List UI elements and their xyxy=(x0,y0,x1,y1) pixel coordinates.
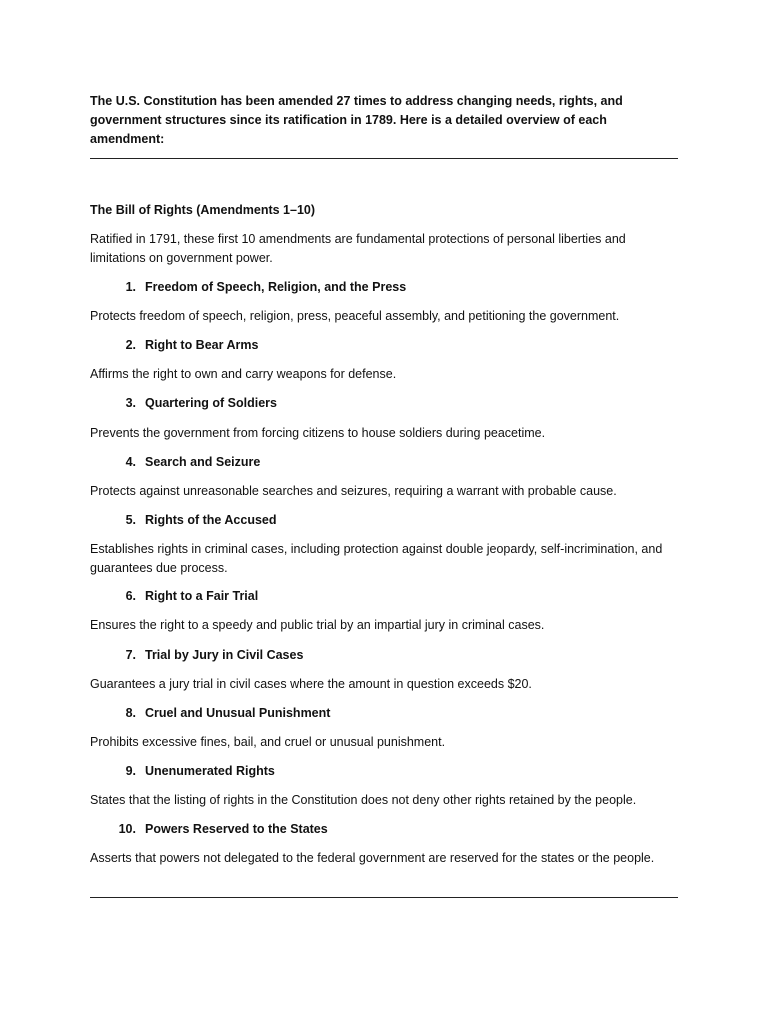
amendment-title xyxy=(112,820,328,839)
amendment-title xyxy=(112,587,258,606)
amendment-number: 6. xyxy=(125,589,136,603)
amendment-title-text: Unenumerated Rights xyxy=(145,764,275,778)
amendment-title-text: Powers Reserved to the States xyxy=(145,822,328,836)
amendment-title-text: Rights of the Accused xyxy=(145,513,277,527)
amendment-description: Protects against unreasonable searches and seizures, requiring a warrant with probable cause. xyxy=(90,484,617,498)
amendment-title-text: Quartering of Soldiers xyxy=(145,396,277,410)
amendment-number: 1. xyxy=(125,280,136,294)
amendment-title-text: Search and Seizure xyxy=(145,455,261,469)
section-intro-paragraph: Ratified in 1791, these first 10 amendments are fundamental protections of personal liberties and limitations on government power. xyxy=(90,232,626,265)
amendment-description: States that the listing of rights in the Constitution does not deny other rights retained by the people. xyxy=(90,793,637,807)
amendment-title-text: Freedom of Speech, Religion, and the Press xyxy=(145,280,407,294)
amendment-title xyxy=(112,453,260,472)
amendment-description: Prevents the government from forcing citizens to house soldiers during peacetime. xyxy=(90,426,546,440)
amendment-description: Prohibits excessive fines, bail, and cruel or unusual punishment. xyxy=(90,735,446,749)
amendment-number: 2. xyxy=(125,338,136,352)
amendment-number: 8. xyxy=(125,706,136,720)
amendment-description: Asserts that powers not delegated to the federal government are reserved for the states or the people. xyxy=(90,851,655,865)
amendment-title xyxy=(112,511,277,530)
amendment-title xyxy=(112,278,406,297)
amendment-description: Protects freedom of speech, religion, press, peaceful assembly, and petitioning the government. xyxy=(90,309,620,323)
amendment-number: 7. xyxy=(125,648,136,662)
amendment-number: 5. xyxy=(125,513,136,527)
amendment-title xyxy=(112,704,330,723)
amendment-title-text: Cruel and Unusual Punishment xyxy=(145,706,331,720)
section-heading: The Bill of Rights (Amendments 1–10) xyxy=(90,203,316,217)
amendment-description: Guarantees a jury trial in civil cases where the amount in question exceeds $20. xyxy=(90,677,532,691)
amendment-title xyxy=(112,394,277,413)
amendment-number: 9. xyxy=(125,764,136,778)
horizontal-rule-top xyxy=(90,158,678,159)
horizontal-rule-bottom xyxy=(90,897,678,898)
amendment-number: 3. xyxy=(125,396,136,410)
amendment-title xyxy=(112,762,275,781)
amendment-description: Affirms the right to own and carry weapons for defense. xyxy=(90,367,397,381)
amendment-title xyxy=(112,336,258,355)
amendment-title-text: Right to a Fair Trial xyxy=(145,589,259,603)
amendment-number: 4. xyxy=(125,455,136,469)
intro-paragraph: The U.S. Constitution has been amended 27 times to address changing needs, rights, and government structures since its ratification in 1789. Here is a detailed overview of each amendment: xyxy=(90,94,623,146)
amendment-title-text: Trial by Jury in Civil Cases xyxy=(145,648,304,662)
amendment-number: 10. xyxy=(118,822,136,836)
amendment-title xyxy=(112,646,303,665)
amendment-description: Establishes rights in criminal cases, including protection against double jeopardy, self-incrimination, and guarantees due process. xyxy=(90,542,663,575)
amendment-title-text: Right to Bear Arms xyxy=(145,338,259,352)
amendment-description: Ensures the right to a speedy and public trial by an impartial jury in criminal cases. xyxy=(90,618,545,632)
